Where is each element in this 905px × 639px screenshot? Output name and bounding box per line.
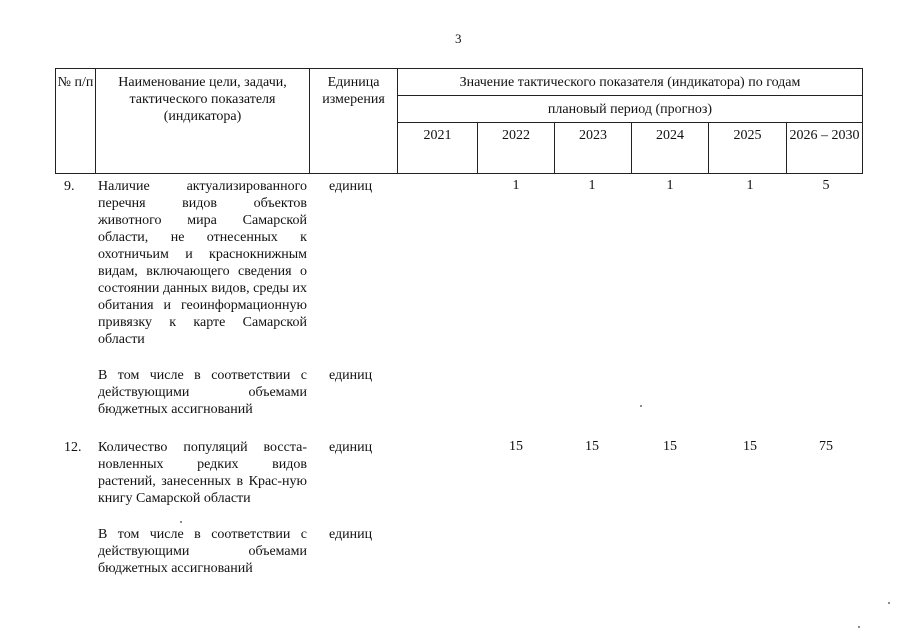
scan-speck [888, 602, 890, 604]
row-12-sub-unit: единиц [329, 527, 373, 542]
row-9-number: 9. [64, 179, 75, 194]
row-12-value-2024: 15 [663, 439, 677, 454]
row-9-value-2026-2030: 5 [822, 178, 830, 193]
row-12-unit: единиц [329, 440, 373, 455]
row-9-sub-unit: единиц [329, 368, 373, 383]
row-9-value-2023: 1 [588, 178, 596, 193]
row-12-number: 12. [64, 440, 82, 455]
row-12-value-2026-2030: 75 [819, 439, 833, 454]
row-9-value-2024: 1 [666, 178, 674, 193]
header-year-2025: 2025 [709, 123, 787, 174]
header-year-2026-2030: 2026 – 2030 [787, 123, 863, 174]
header-name: Наименование цели, задачи, тактического показателя (индикатора) [96, 69, 310, 174]
scan-speck [640, 405, 642, 407]
row-12-name: Количество популяций восста-новленных редких видов растений, занесенных в Крас-ную книгу Самарской области [98, 440, 307, 506]
header-num: № п/п [56, 69, 96, 174]
scan-speck [180, 521, 182, 523]
row-12-value-2023: 15 [585, 439, 599, 454]
row-9-unit: единиц [329, 179, 373, 194]
row-12-value-2022: 15 [509, 439, 523, 454]
row-9-value-2022: 1 [512, 178, 520, 193]
header-year-2024: 2024 [632, 123, 709, 174]
row-9-sub-name: В том числе в соответствии с действующими объемами бюджетных ассигнований [98, 368, 307, 417]
row-12-value-2025: 15 [743, 439, 757, 454]
header-year-2021: 2021 [398, 123, 478, 174]
header-values-title: Значение тактического показателя (индикатора) по годам [398, 69, 863, 96]
header-year-2023: 2023 [555, 123, 632, 174]
header-year-2022: 2022 [478, 123, 555, 174]
indicator-table-header [55, 68, 863, 174]
row-9-name: Наличие актуализированного перечня видов объектов животного мира Самарской области, не отнесенных к охотничьим и краснокнижным видам, включающего сведения о состоянии данных видов, среды их обитания и геоинформационную привязку к карте Самарской области [98, 179, 307, 347]
row-9-value-2025: 1 [746, 178, 754, 193]
row-12-sub-name: В том числе в соответствии с действующими объемами бюджетных ассигнований [98, 527, 307, 576]
page-number: 3 [455, 31, 462, 46]
scan-speck [858, 626, 860, 628]
header-unit: Единица измерения [310, 69, 398, 174]
header-period: плановый период (прогноз) [398, 96, 863, 123]
